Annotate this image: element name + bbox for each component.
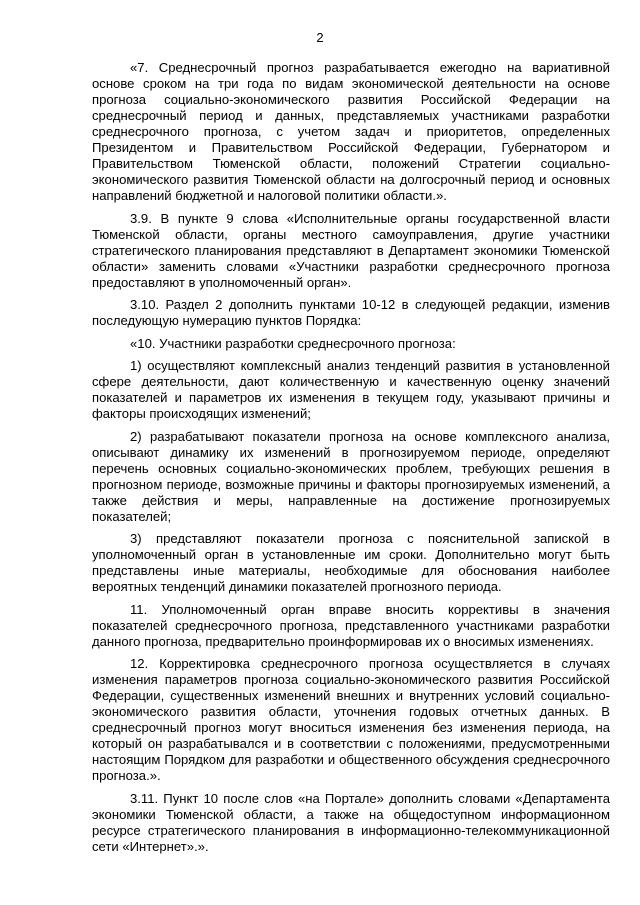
paragraph-point-10-intro: «10. Участники разработки среднесрочного прогноза: (130, 335, 456, 351)
paragraph-point-10-item-1: 1) осуществляют комплексный анализ тенденций развития в установленной сфере деятельности, дают количественную и качественную оценку значений показателей и параметров их изменения в текущем году, указывают причины и факторы происходящих изменений; (92, 358, 610, 421)
paragraph-point-10-item-2: 2) разрабатывают показатели прогноза на основе комплексного анализа, описывают динамику их изменений в прогнозируемом периоде, определяют перечень основных социально-экономических проблем, требующих решения в прогнозном периоде, возможные причины и факторы прогнозируемых изменений, а также действия и меры, направленные на достижение прогнозируемых показателей; (92, 428, 610, 524)
paragraph-3-9: 3.9. В пункте 9 слова «Исполнительные органы государственной власти Тюменской области, органы местного самоуправления, другие участники стратегического планирования представляют в Департамент экономики Тюменской области» заменить словами «Участники разработки среднесрочного прогноза предоставляют в уполномоченный орган». (92, 210, 610, 290)
paragraph-point-10-item-3: 3) представляют показатели прогноза с пояснительной запиской в уполномоченный орган в установленные им сроки. Дополнительно могут быть представлены иные материалы, необходимые для обоснования наиболее вероятных тенденций динамики показателей прогнозного периода. (92, 531, 610, 594)
page-number: 2 (316, 30, 324, 45)
paragraph-3-10: 3.10. Раздел 2 дополнить пунктами 10-12 в следующей редакции, изменив последующую нумерацию пунктов Порядка: (92, 297, 610, 328)
document-body (92, 60, 610, 861)
paragraph-point-7: «7. Среднесрочный прогноз разрабатывается ежегодно на вариативной основе сроком на три года по видам экономической деятельности на основе прогноза социально-экономического развития Российской Федерации на среднесрочный период и данных, представляемых участниками разработки среднесрочного прогноза, с учетом задач и приоритетов, определенных Президентом и Правительством Российской Федерации, Губернатором и Правительством Тюменской области, положений Стратегии социально-экономического развития Тюменской области на долгосрочный период и основных направлений бюджетной и налоговой политики области.». (92, 60, 610, 203)
paragraph-3-11: 3.11. Пункт 10 после слов «на Портале» дополнить словами «Департамента экономики Тюменской области, а также на общедоступном информационном ресурсе стратегического планирования в информационно-телекоммуникационной сети «Интернет».». (92, 790, 610, 854)
paragraph-point-12: 12. Корректировка среднесрочного прогноза осуществляется в случаях изменения параметров прогноза социально-экономического развития Российской Федерации, существенных изменений внешних и внутренних условий социально-экономического развития области, уточнения годовых отчетных данных. В среднесрочный прогноз могут вноситься изменения без изменения периода, на который он разрабатывался и в соответствии с положениями, предусмотренными настоящим Порядком для разработки и общественного обсуждения среднесрочного прогноза.». (92, 656, 610, 783)
paragraph-point-11: 11. Уполномоченный орган вправе вносить коррективы в значения показателей среднесрочного прогноза, представленного участниками разработки данного прогноза, предварительно проинформировав их о вносимых изменениях. (92, 601, 610, 649)
